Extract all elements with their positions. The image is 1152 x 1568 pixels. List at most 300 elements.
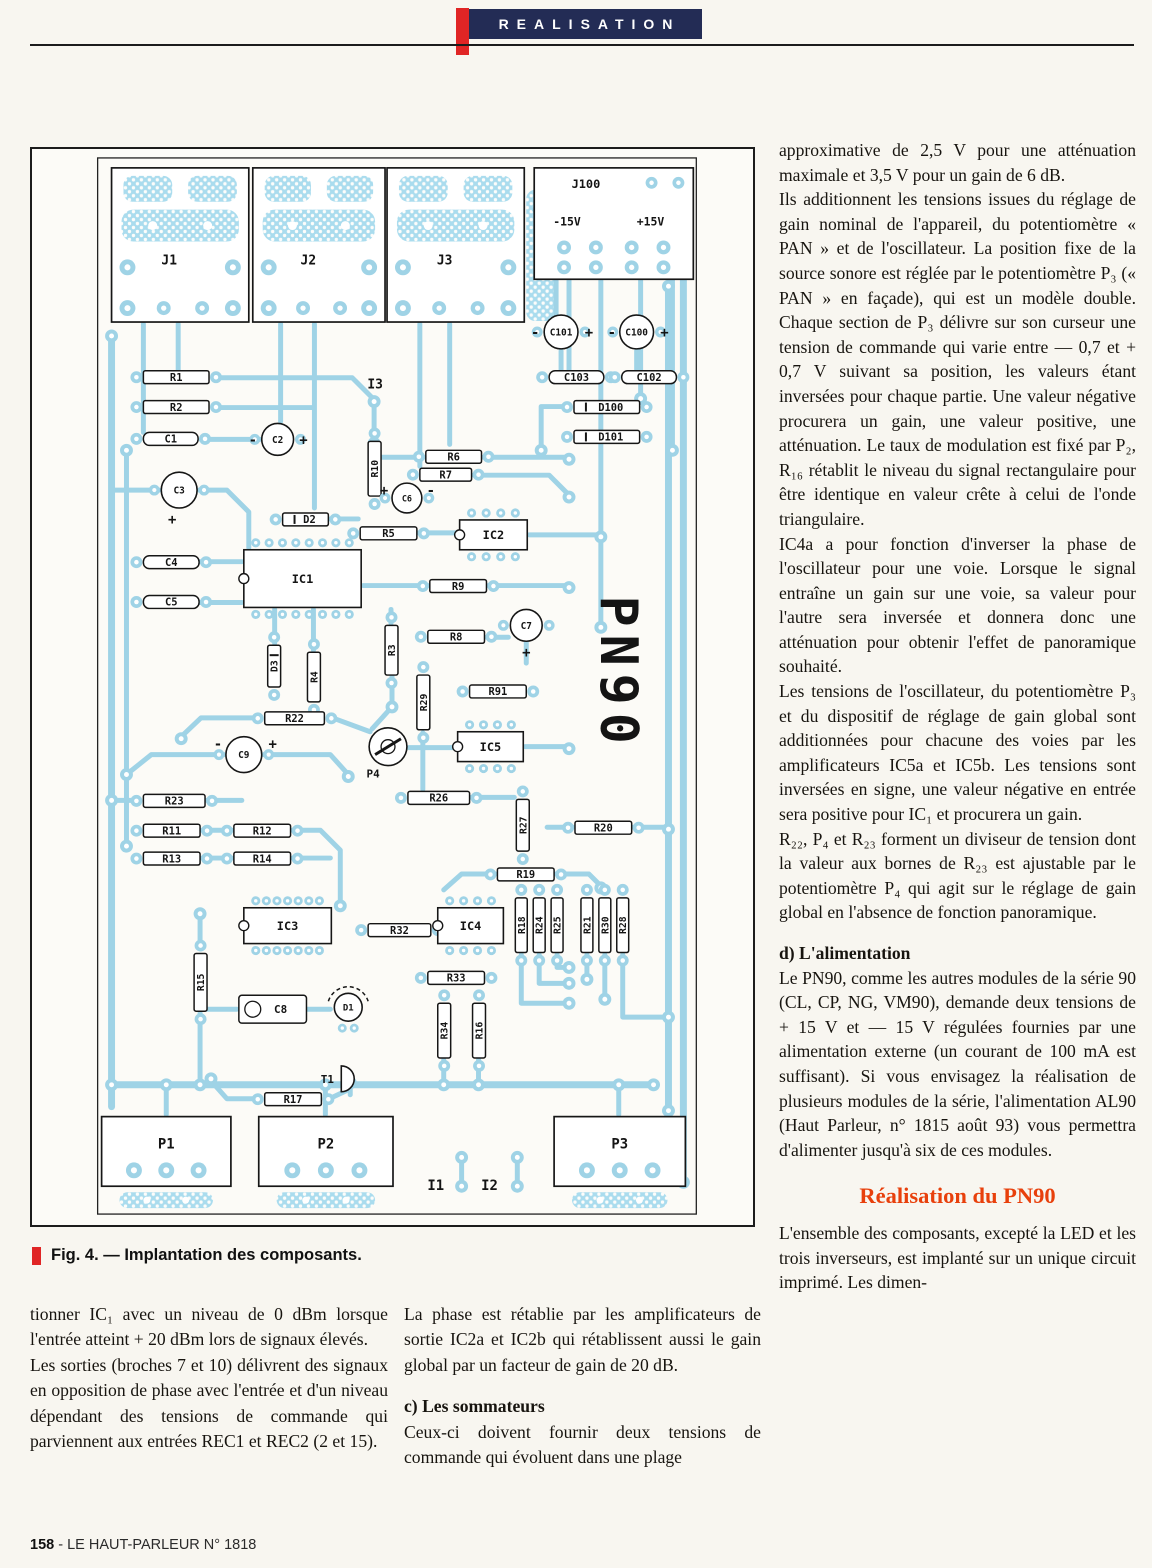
pcb-shape	[448, 949, 451, 952]
section-title: REALISATION	[498, 16, 681, 32]
pcb-shape	[267, 541, 270, 544]
pcb-diagram	[32, 149, 753, 1225]
pcb-shape	[441, 1082, 446, 1087]
pcb-label: R9	[451, 580, 465, 593]
pcb-shape	[411, 472, 416, 477]
figure-box	[30, 147, 755, 1227]
pcb-label: P3	[611, 1136, 629, 1153]
pcb-label: PN90	[587, 595, 648, 752]
pcb-shape	[496, 723, 499, 726]
pcb-p4	[367, 728, 407, 781]
pcb-label: P1	[157, 1136, 175, 1153]
pcb-shape	[134, 560, 139, 565]
pcb-shape	[477, 993, 482, 998]
pcb-c9	[213, 737, 276, 773]
pcb-r3	[385, 611, 398, 689]
pcb-trace	[293, 830, 341, 904]
pcb-shape	[294, 613, 297, 616]
pcb-shape	[629, 245, 634, 250]
pcb-shape	[327, 176, 373, 202]
pcb-label: R8	[449, 631, 463, 644]
pcb-shape	[164, 1082, 169, 1087]
pcb-shape	[437, 305, 442, 310]
subheading-sommateurs: c) Les sommateurs	[404, 1396, 545, 1417]
pcb-label: I3	[367, 377, 383, 393]
pcb-label: J3	[436, 253, 453, 269]
pcb-shape	[267, 613, 270, 616]
pcb-c103	[536, 371, 617, 384]
pcb-shape	[629, 265, 634, 270]
pcb-shape	[482, 723, 485, 726]
pcb-shape	[459, 1184, 464, 1189]
pcb-shape	[400, 305, 406, 311]
pcb-shape	[421, 735, 426, 740]
pcb-shape	[302, 1197, 309, 1204]
pcb-shape	[649, 181, 654, 186]
pcb-label: P4	[366, 767, 380, 781]
pcb-shape	[188, 176, 237, 202]
pcb-r1	[130, 371, 221, 384]
pcb-r27	[516, 785, 529, 865]
pcb-shape	[519, 958, 524, 963]
pcb-shape	[486, 455, 491, 460]
pcb-shape	[122, 210, 239, 242]
pcb-shape	[476, 1082, 481, 1087]
pcb-shape	[555, 958, 560, 963]
pcb-shape	[455, 530, 465, 540]
pcb-shape	[123, 176, 172, 202]
pcb-shape	[666, 827, 671, 832]
pcb-shape	[307, 541, 310, 544]
pcb-shape	[650, 1167, 656, 1173]
pcb-shape	[286, 899, 289, 902]
pcb-shape	[134, 437, 139, 442]
pcb-label: R33	[446, 972, 466, 985]
pcb-shape	[255, 1097, 260, 1102]
pcb-label: IC4	[459, 918, 482, 933]
pcb-label: J1	[161, 253, 177, 269]
pcb-label: D2	[303, 514, 316, 527]
pcb-shape	[598, 534, 603, 539]
pcb-label: R23	[164, 795, 184, 808]
pcb-r20	[562, 821, 645, 834]
pcb-label: R32	[390, 924, 409, 937]
pcb-r11	[130, 824, 213, 837]
pcb-shape	[217, 753, 221, 757]
pcb-shape	[491, 584, 496, 589]
paragraph: IC4a a pour fonction d'inverser la phase de l'oscillateur pour une voie. Lorsque le signal entraîne un gain sur une voie, sa valeur pour l'autre sera inversée et donnera donc une atténuation pour obtenir l'effet de panoramique souhaité.	[779, 533, 1136, 677]
pcb-shape	[321, 541, 324, 544]
pcb-shape	[488, 872, 493, 877]
pcb-shape	[676, 181, 681, 186]
pcb-shape	[205, 856, 210, 861]
pcb-label: R5	[382, 528, 395, 541]
pcb-r5	[347, 527, 430, 540]
pcb-shape	[109, 333, 114, 338]
pcb-shape	[421, 584, 426, 589]
pcb-shape	[366, 305, 372, 311]
pcb-shape	[603, 888, 608, 893]
pcb-label: R16	[474, 1021, 486, 1040]
pcb-shape	[616, 1082, 621, 1087]
page-footer	[30, 1537, 256, 1553]
pcb-label: R12	[252, 825, 272, 838]
pcb-label: C103	[563, 371, 590, 384]
pcb-shape	[152, 488, 156, 492]
pcb-label: R26	[429, 792, 449, 805]
pcb-shape	[343, 1197, 350, 1204]
pcb-shape	[468, 767, 471, 770]
pcb-shape	[617, 1167, 623, 1173]
pcb-label: R6	[447, 451, 460, 464]
pcb-r33	[415, 971, 498, 984]
pcb-r4	[307, 638, 320, 716]
pcb-label: R21	[582, 916, 594, 934]
pcb-label: R11	[162, 825, 182, 838]
pcb-shape	[460, 689, 465, 694]
pcb-c100	[607, 315, 668, 349]
pcb-shape	[475, 305, 480, 310]
pcb-shape	[514, 511, 517, 514]
pcb-shape	[477, 1064, 482, 1069]
pcb-label: -	[531, 324, 540, 341]
pcb-shape	[295, 856, 300, 861]
pcb-r7	[407, 468, 485, 481]
pcb-shape	[307, 613, 310, 616]
pcb-shape	[182, 1197, 189, 1204]
pcb-shape	[214, 405, 219, 410]
pcb-shape	[266, 264, 272, 270]
pcb-c8	[239, 995, 307, 1023]
pcb-label: R30	[600, 916, 612, 934]
header-rule	[30, 44, 1134, 46]
pcb-i3	[367, 378, 383, 393]
pcb-shape	[389, 681, 394, 686]
pcb-shape	[476, 472, 481, 477]
pcb-shape	[209, 1076, 214, 1081]
pcb-shape	[143, 1197, 150, 1204]
pcb-shape	[547, 623, 551, 627]
pcb-shape	[567, 1001, 572, 1006]
pcb-shape	[204, 560, 209, 565]
pcb-shape	[484, 511, 487, 514]
pcb-label: D101	[598, 431, 624, 444]
pcb-shape	[109, 798, 114, 803]
pcb-label: R2	[169, 401, 183, 414]
pcb-shape	[567, 495, 572, 500]
pcb-shape	[442, 1064, 447, 1069]
pcb-d2	[270, 513, 342, 526]
pcb-c4	[130, 556, 212, 569]
pcb-shape	[263, 210, 375, 242]
pcb-shape	[124, 448, 129, 453]
subheading-alimentation: d) L'alimentation	[779, 943, 911, 963]
pcb-label: R1	[169, 371, 183, 384]
pcb-r9	[417, 580, 500, 593]
pcb-shape	[468, 723, 471, 726]
pcb-shape	[397, 210, 514, 242]
pcb-label: +	[584, 324, 594, 341]
pcb-shape	[510, 723, 513, 726]
pcb-shape	[333, 517, 338, 522]
pcb-shape	[501, 623, 505, 627]
footer-label: - LE HAUT-PARLEUR N° 1818	[54, 1537, 257, 1553]
pcb-shape	[203, 437, 208, 442]
pcb-shape	[565, 435, 570, 440]
pcb-shape	[286, 949, 289, 952]
banner-accent-bar	[456, 8, 469, 55]
pcb-label: +	[522, 645, 531, 662]
pcb-c3	[149, 472, 210, 528]
pcb-shape	[254, 541, 257, 544]
pcb-shape	[505, 264, 511, 270]
paragraph: Le PN90, comme les autres modules de la série 90 (CL, CP, NG, VM90), demande deux tensions de + 15 V et — 15 V régulées fournies par une alimentation externe (un courant de 100 mA est suffisant). Si vous envisagez la réalisation de plusieurs modules de la série, l'alimentation AL90 (Haut Parleur, n° 1815 août 93) vous permettra d'alimenter jusqu'à six de ces modules.	[779, 967, 1136, 1160]
pcb-shape	[490, 899, 493, 902]
pcb-shape	[312, 642, 317, 647]
pcb-shape	[515, 1155, 520, 1160]
pcb-shape	[134, 375, 139, 380]
pcb-trace	[623, 955, 669, 1018]
pcb-d3	[268, 631, 281, 701]
pcb-shape	[470, 511, 473, 514]
pcb-shape	[372, 502, 377, 507]
pcb-shape	[120, 1192, 213, 1208]
pcb-label: J100	[571, 176, 601, 191]
pcb-shape	[281, 541, 284, 544]
pcb-shape	[296, 899, 299, 902]
pcb-shape	[482, 767, 485, 770]
pcb-r6	[413, 450, 495, 463]
pcb-shape	[442, 993, 447, 998]
section-heading-red: Réalisation du PN90	[859, 1183, 1056, 1209]
pcb-r2	[130, 401, 221, 414]
pcb-shape	[400, 264, 406, 270]
section-banner	[469, 9, 702, 39]
pcb-ic1	[239, 538, 361, 619]
pcb-label: R29	[418, 693, 430, 712]
pcb-shape	[565, 405, 570, 410]
paragraph: La phase est rétablie par les amplificateurs de sortie IC2a et IC2b qui rétablissent aussi le gain global par un facteur de gain de 20 dB.	[404, 1304, 761, 1375]
pcb-label: R25	[552, 916, 564, 934]
pcb-shape	[307, 899, 310, 902]
pcb-label: R14	[252, 853, 272, 866]
pcb-shape	[372, 399, 377, 404]
pcb-label: -	[213, 736, 223, 753]
pcb-shape	[399, 176, 448, 202]
pcb-shape	[230, 264, 236, 270]
pcb-j2	[253, 168, 385, 322]
pcb-shape	[356, 1167, 362, 1173]
pcb-shape	[124, 844, 129, 849]
pcb-shape	[666, 1015, 671, 1020]
pcb-trace	[199, 490, 249, 548]
pcb-label: -	[607, 324, 616, 341]
pcb-shape	[134, 799, 139, 804]
pcb-shape	[275, 949, 278, 952]
pcb-j3	[387, 168, 524, 322]
pcb-label: R28	[618, 916, 630, 934]
pcb-shape	[348, 613, 351, 616]
pcb-shape	[636, 825, 641, 830]
pcb-label: +	[660, 324, 669, 341]
pcb-label: C7	[520, 620, 532, 632]
pcb-shape	[566, 825, 571, 830]
pcb-shape	[337, 305, 342, 310]
pcb-c6	[380, 483, 435, 513]
pcb-shape	[490, 949, 493, 952]
pcb-shape	[372, 431, 377, 436]
figure-caption	[32, 1246, 362, 1265]
pcb-shape	[323, 1167, 329, 1173]
pcb-shape	[239, 921, 249, 931]
pcb-label: C9	[238, 750, 250, 762]
pcb-shape	[329, 716, 334, 721]
pcb-shape	[198, 1082, 203, 1087]
paragraph: approximative de 2,5 V pour une atténuation maximale et 3,5 V pour un gain de 6 dB.	[779, 140, 1136, 185]
pcb-shape	[254, 613, 257, 616]
pcb-label: R3	[386, 644, 398, 657]
pcb-shape	[666, 284, 671, 289]
pcb-shape	[479, 221, 488, 230]
pcb-shape	[644, 435, 649, 440]
pcb-shape	[390, 704, 395, 709]
pcb-label: C2	[271, 434, 284, 446]
paragraph: Les tensions de l'oscillateur, du potentiomètre P₃ et du dispositif de réglage de gain global sont additionnées pour chacune des voies par les amplificateurs IC5a et IC5b. Les tensions sont inversées en signe, une valeur négative en entrée sera positive pour IC₁ et procurera un gain.	[779, 681, 1136, 825]
pcb-trace	[264, 755, 349, 775]
pcb-shape	[567, 981, 572, 986]
pcb-r91	[457, 685, 540, 698]
pcb-shape	[326, 1097, 331, 1102]
pcb-shape	[366, 264, 372, 270]
paragraph: Ils additionnent les tensions issues du réglage de gain nominal de l'appareil, du potentiomètre « PAN » et de l'oscillateur. La position fixe de la source sonore est réglée par le potentiomètre P₃ (« PAN » en façade), qui est un modèle double. Chaque section de P₃ délivre sur son curseur une tension de commande qui varie entre — 0,7 et + 0,7 V suivant sa position, les valeurs étant inversées pour chaque partie. Une valeur négative procurera un gain, une valeur positive, une atténuation. Le taux de modulation est fixé par P₂, R₁₆ rétablit le niveau du signal rectangulaire pour être identique en valeur crête à celui de l'onde triangulaire.	[779, 189, 1136, 529]
pcb-shape	[496, 767, 499, 770]
pcb-shape	[341, 221, 350, 230]
pcb-shape	[681, 375, 686, 380]
pcb-label: R22	[285, 713, 304, 726]
pcb-c5	[130, 596, 212, 609]
pcb-shape	[348, 541, 351, 544]
pcb-label: C100	[625, 327, 649, 339]
pcb-label: R27	[518, 816, 530, 835]
pcb-shape	[417, 455, 422, 460]
pcb-shape	[474, 796, 479, 801]
pcb-shape	[272, 635, 277, 640]
pcb-shape	[561, 245, 566, 250]
pcb-r13	[130, 852, 213, 865]
pcb-label: -	[426, 483, 435, 500]
paragraph: L'ensemble des composants, excepté la LED et les trois inverseurs, est implanté sur un unique circuit imprimé. Les dimen-	[779, 1222, 1136, 1293]
pcb-label: IC1	[291, 571, 314, 586]
pcb-i2	[481, 1178, 498, 1194]
pcb-shape	[134, 600, 139, 605]
pcb-shape	[620, 958, 625, 963]
pcb-shape	[198, 911, 203, 916]
bottom-middle-column	[404, 1302, 761, 1470]
pcb-shape	[515, 1184, 520, 1189]
pcb-shape	[670, 448, 675, 453]
pcb-r12	[221, 824, 304, 837]
pcb-shape	[273, 517, 278, 522]
pcb-label: R91	[488, 686, 508, 699]
pcb-shape	[199, 305, 204, 310]
pcb-shape	[163, 1167, 169, 1173]
pcb-shape	[351, 531, 356, 536]
pcb-shape	[510, 767, 513, 770]
pcb-label: R7	[439, 469, 452, 482]
pcb-shape	[205, 828, 210, 833]
pcb-shape	[462, 949, 465, 952]
pcb-r22	[252, 712, 338, 725]
pcb-shape	[307, 949, 310, 952]
pcb-shape	[131, 1167, 137, 1173]
pcb-shape	[318, 899, 321, 902]
pcb-shape	[462, 899, 465, 902]
pcb-shape	[459, 1155, 464, 1160]
page-number: 158	[30, 1537, 55, 1553]
pcb-r8	[415, 630, 498, 643]
pcb-shape	[448, 899, 451, 902]
pcb-trace	[181, 718, 257, 737]
pcb-shape	[584, 977, 589, 982]
pcb-i1	[427, 1178, 444, 1194]
pcb-label: C101	[549, 327, 573, 339]
pcb-shape	[318, 949, 321, 952]
pcb-ic4	[433, 896, 504, 955]
pcb-shape	[255, 716, 260, 721]
pcb-shape	[124, 305, 130, 311]
pcb-shape	[537, 958, 542, 963]
pcb-shape	[419, 976, 424, 981]
pcb-shape	[275, 899, 278, 902]
pcb-c2	[249, 423, 308, 455]
pcb-shape	[603, 958, 608, 963]
pcb-shape	[295, 828, 300, 833]
pcb-shape	[539, 448, 544, 453]
pcb-shape	[179, 736, 184, 741]
pcb-label: R10	[370, 459, 382, 478]
pcb-j1	[112, 168, 249, 322]
pcb-shape	[288, 221, 297, 230]
pcb-shape	[559, 872, 564, 877]
caption-bullet	[32, 1247, 41, 1265]
pcb-shape	[265, 176, 311, 202]
pcb-label: R24	[534, 916, 546, 934]
pcb-shape	[245, 1001, 261, 1017]
pcb-shape	[531, 689, 536, 694]
pcb-shape	[272, 693, 277, 698]
pcb-label: C102	[636, 371, 662, 384]
pcb-label: +	[379, 483, 389, 500]
pcb-shape	[296, 949, 299, 952]
pcb-shape	[585, 958, 590, 963]
pcb-shape	[198, 1017, 203, 1022]
pcb-p2	[259, 1117, 393, 1208]
pcb-shape	[134, 405, 139, 410]
pcb-label: I2	[481, 1178, 498, 1195]
pcb-label: C3	[173, 485, 185, 497]
pcb-r26	[395, 791, 483, 804]
pcb-label: P2	[317, 1136, 335, 1153]
pcb-r32	[355, 924, 444, 937]
pcb-label: R15	[196, 973, 208, 992]
pcb-label: -	[248, 432, 257, 449]
pcb-shape	[338, 903, 343, 908]
pcb-label: R20	[593, 822, 613, 835]
pcb-shape	[341, 1026, 344, 1029]
pcb-label: C1	[164, 433, 178, 446]
pcb-shape	[254, 949, 257, 952]
pcb-label: +	[268, 736, 277, 753]
